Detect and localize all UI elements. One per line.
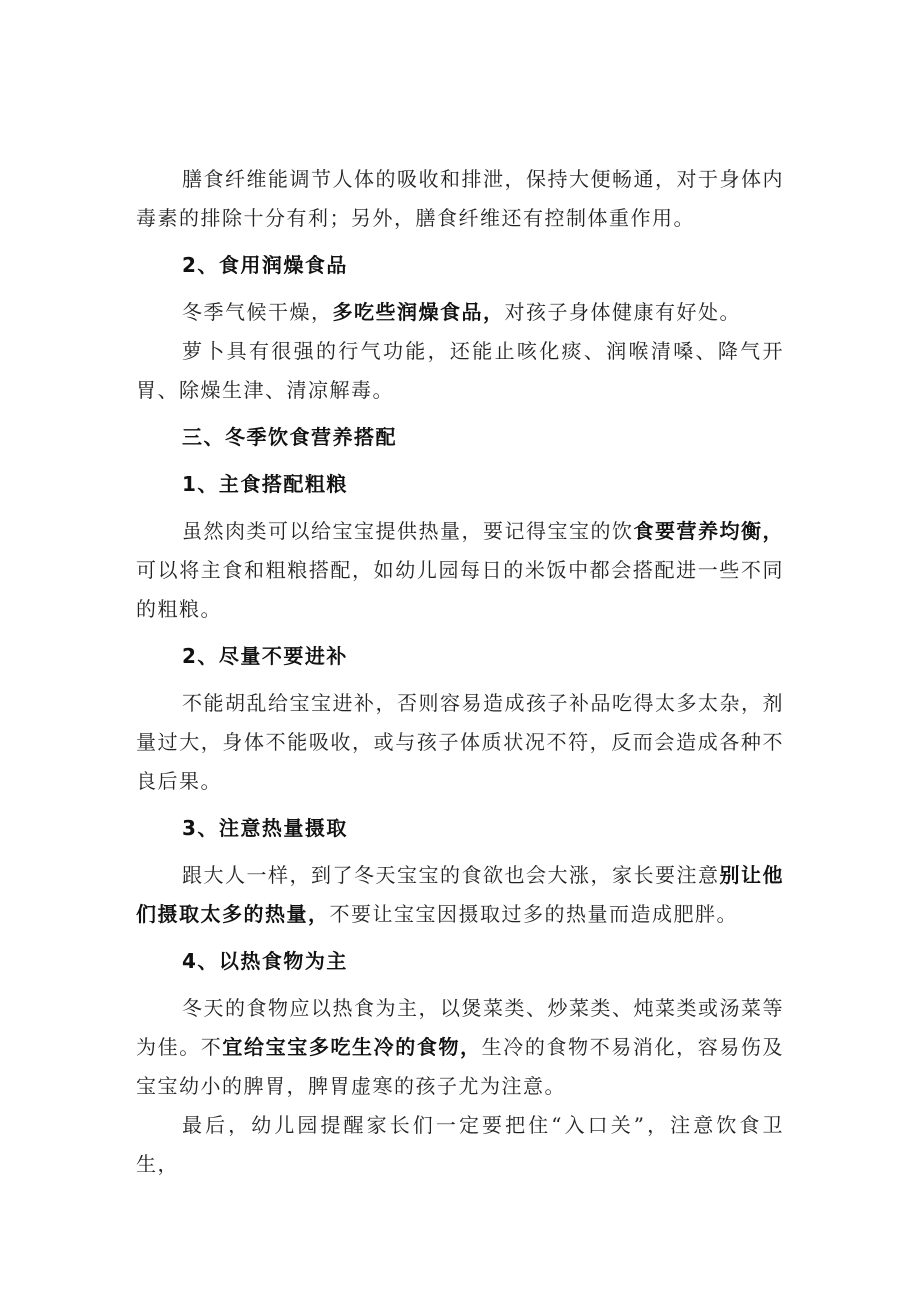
emphasis-text: 多吃些润燥食品， bbox=[332, 300, 505, 324]
heading-section-three: 三、冬季饮食营养搭配 bbox=[182, 425, 397, 449]
paragraph-text: 虽然肉类可以给宝宝提供热量，要记得宝宝的饮 bbox=[182, 519, 634, 543]
emphasis-text: 食要营养均衡， bbox=[633, 519, 784, 543]
paragraph-closing: 最后，幼儿园提醒家长们一定要把住“入口关”，注意饮食卫生， bbox=[136, 1113, 784, 1176]
paragraph-text: 跟大人一样，到了冬天宝宝的食欲也会大涨，家长要注意 bbox=[182, 863, 720, 887]
heading-moisturizing-food: 2、食用润燥食品 bbox=[182, 253, 348, 277]
paragraph-text: 对孩子身体健康有好处。 bbox=[504, 300, 741, 324]
paragraph-text: 可以将主食和粗粮搭配，如幼儿园每日的米饭中都会搭配进一些不同的粗粮。 bbox=[136, 558, 784, 621]
document-body bbox=[136, 160, 784, 1184]
heading-hot-food: 4、以热食物为主 bbox=[182, 949, 348, 973]
heading-calorie-intake: 3、注意热量摄取 bbox=[182, 816, 348, 840]
paragraph-radish: 萝卜具有很强的行气功能，还能止咳化痰、润喉清嗓、降气开胃、除燥生津、清凉解毒。 bbox=[136, 339, 784, 402]
paragraph-appetite bbox=[136, 856, 784, 934]
paragraph-dry-climate bbox=[136, 293, 784, 332]
emphasis-text: 别让他们摄取太多的热量， bbox=[136, 863, 784, 926]
paragraph-text: 生冷的食物不易消化，容易伤及宝宝幼小的脾胃，脾胃虚寒的孩子尤为注意。 bbox=[136, 1035, 785, 1098]
paragraph-text: 不要让宝宝因摄取过多的热量而造成肥胖。 bbox=[329, 902, 738, 926]
emphasis-text: 宜给宝宝多吃生冷的食物， bbox=[222, 1035, 482, 1059]
paragraph-text: 冬季气候干燥， bbox=[182, 300, 333, 324]
paragraph-dietary-fiber: 膳食纤维能调节人体的吸收和排泄，保持大便畅通，对于身体内毒素的排除十分有利；另外，膳食纤维还有控制体重作用。 bbox=[136, 167, 784, 230]
paragraph-text: 冬天的食物应以热食为主，以煲菜类、炒菜类、炖菜类或汤菜等为佳。不 bbox=[136, 996, 784, 1059]
heading-no-tonic: 2、尽量不要进补 bbox=[182, 644, 348, 668]
heading-staple-coarse-grain: 1、主食搭配粗粮 bbox=[182, 472, 348, 496]
paragraph-hot-food bbox=[136, 989, 784, 1106]
paragraph-tonic-warning: 不能胡乱给宝宝进补，否则容易造成孩子补品吃得太多太杂，剂量过大，身体不能吸收，或与孩子体质状况不符，反而会造成各种不良后果。 bbox=[136, 691, 784, 793]
paragraph-balanced-diet bbox=[136, 512, 784, 629]
